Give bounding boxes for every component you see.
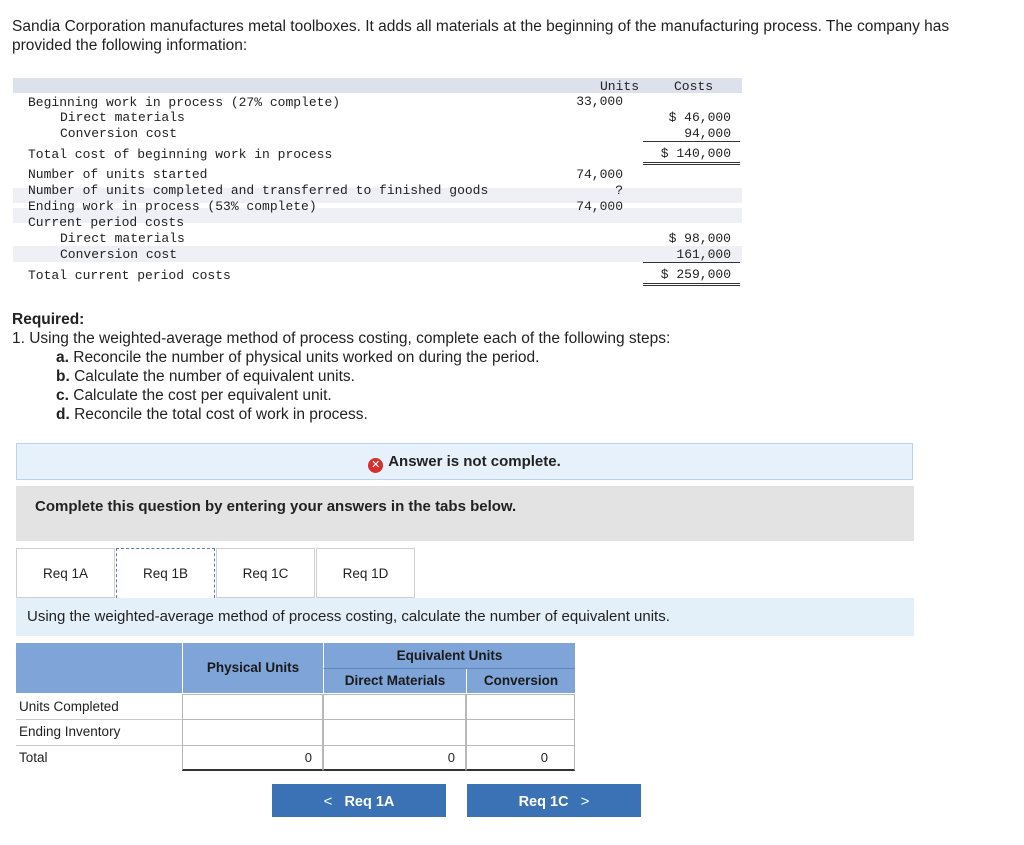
row-label-bwip: Beginning work in process (27% complete) [28,95,341,110]
double-underline [643,164,740,165]
chevron-left-icon: < [323,793,333,810]
next-button-label: Req 1C [518,794,569,810]
value-completed-units: ? [615,183,623,198]
value-started-units: 74,000 [576,167,623,182]
header-equivalent-units: Equivalent Units [323,643,575,669]
header-physical-units: Physical Units [182,643,323,693]
value-ewip-units: 74,000 [576,199,623,214]
row-label-units-completed: Units Completed [19,699,119,714]
step-b: b. Calculate the number of equivalent units. [56,368,355,385]
double-underline [643,162,740,163]
row-label-cc: Conversion cost [60,126,178,141]
tab-req-1d[interactable]: Req 1D [316,548,415,598]
underline [643,141,740,142]
value-bwip-units: 33,000 [576,94,623,109]
value-cur-cc-cost: 161,000 [676,247,731,262]
row-label-ewip: Ending work in process (53% complete) [28,199,317,214]
row-label-current: Current period costs [28,215,185,230]
row-label-ending-inventory: Ending Inventory [19,724,121,739]
step-a: a. Reconcile the number of physical units worked on during the period. [56,349,540,366]
total-physical-value: 0 [182,745,323,771]
prev-req-1a-button[interactable] [272,784,446,817]
step-d: d. Reconcile the total cost of work in process. [56,406,368,423]
tab-req-1b[interactable]: Req 1B [116,548,215,598]
units-completed-dm-input[interactable] [323,694,466,720]
row-label-total-current: Total current period costs [28,268,231,283]
tab-req-1c[interactable]: Req 1C [216,548,315,598]
underline [643,262,740,263]
col-header-units: Units [599,79,639,94]
ending-inventory-conversion-input[interactable] [466,719,575,746]
units-completed-physical-input[interactable] [182,694,323,720]
row-label-cur-dm: Direct materials [60,231,185,246]
tab-req-1a[interactable]: Req 1A [16,548,115,598]
required-heading: Required: [12,311,85,328]
step-c: c. Calculate the cost per equivalent unit. [56,387,332,404]
row-label-cur-cc: Conversion cost [60,247,178,262]
header-direct-materials: Direct Materials [323,669,466,693]
total-conversion-value: 0 [466,745,575,771]
row-divider [16,719,182,720]
row-label-started: Number of units started [28,167,208,182]
problem-intro: Sandia Corporation manufactures metal toolboxes. It adds all materials at the beginning of the manufacturing process. The company has provided the following information: [12,18,950,54]
total-dm-value: 0 [323,745,466,771]
instruction-banner: Complete this question by entering your answers in the tabs below. [16,486,914,541]
answer-status-banner [16,443,913,480]
tab-prompt: Using the weighted-average method of process costing, calculate the number of equivalent units. [16,598,914,636]
units-completed-conversion-input[interactable] [466,694,575,720]
required-section [12,310,670,424]
row-label-total-bwip: Total cost of beginning work in process [28,147,333,162]
value-total-current-cost: $ 259,000 [660,267,731,282]
value-dm-cost: $ 46,000 [668,110,731,125]
row-label-completed: Number of units completed and transferred to finished goods [28,183,489,198]
prev-button-label: Req 1A [344,794,395,810]
answer-status-text: Answer is not complete. [388,453,561,470]
value-cc-cost: 94,000 [684,126,731,141]
error-x-icon: ✕ [368,458,383,473]
required-item-1: 1. Using the weighted-average method of process costing, complete each of the following steps: [12,330,671,347]
double-underline [643,285,740,286]
row-label-dm: Direct materials [60,110,185,125]
row-divider [16,745,182,746]
value-total-bwip-cost: $ 140,000 [660,146,731,161]
source-data-table [13,78,743,288]
col-header-costs: Costs [673,79,713,94]
header-blank-cell [16,643,182,693]
ending-inventory-physical-input[interactable] [182,719,323,746]
ending-inventory-dm-input[interactable] [323,719,466,746]
header-conversion: Conversion [466,669,575,693]
double-underline [643,283,740,284]
chevron-right-icon: > [580,793,590,810]
next-req-1c-button[interactable] [467,784,641,817]
row-label-total: Total [19,750,48,765]
value-cur-dm-cost: $ 98,000 [668,231,731,246]
